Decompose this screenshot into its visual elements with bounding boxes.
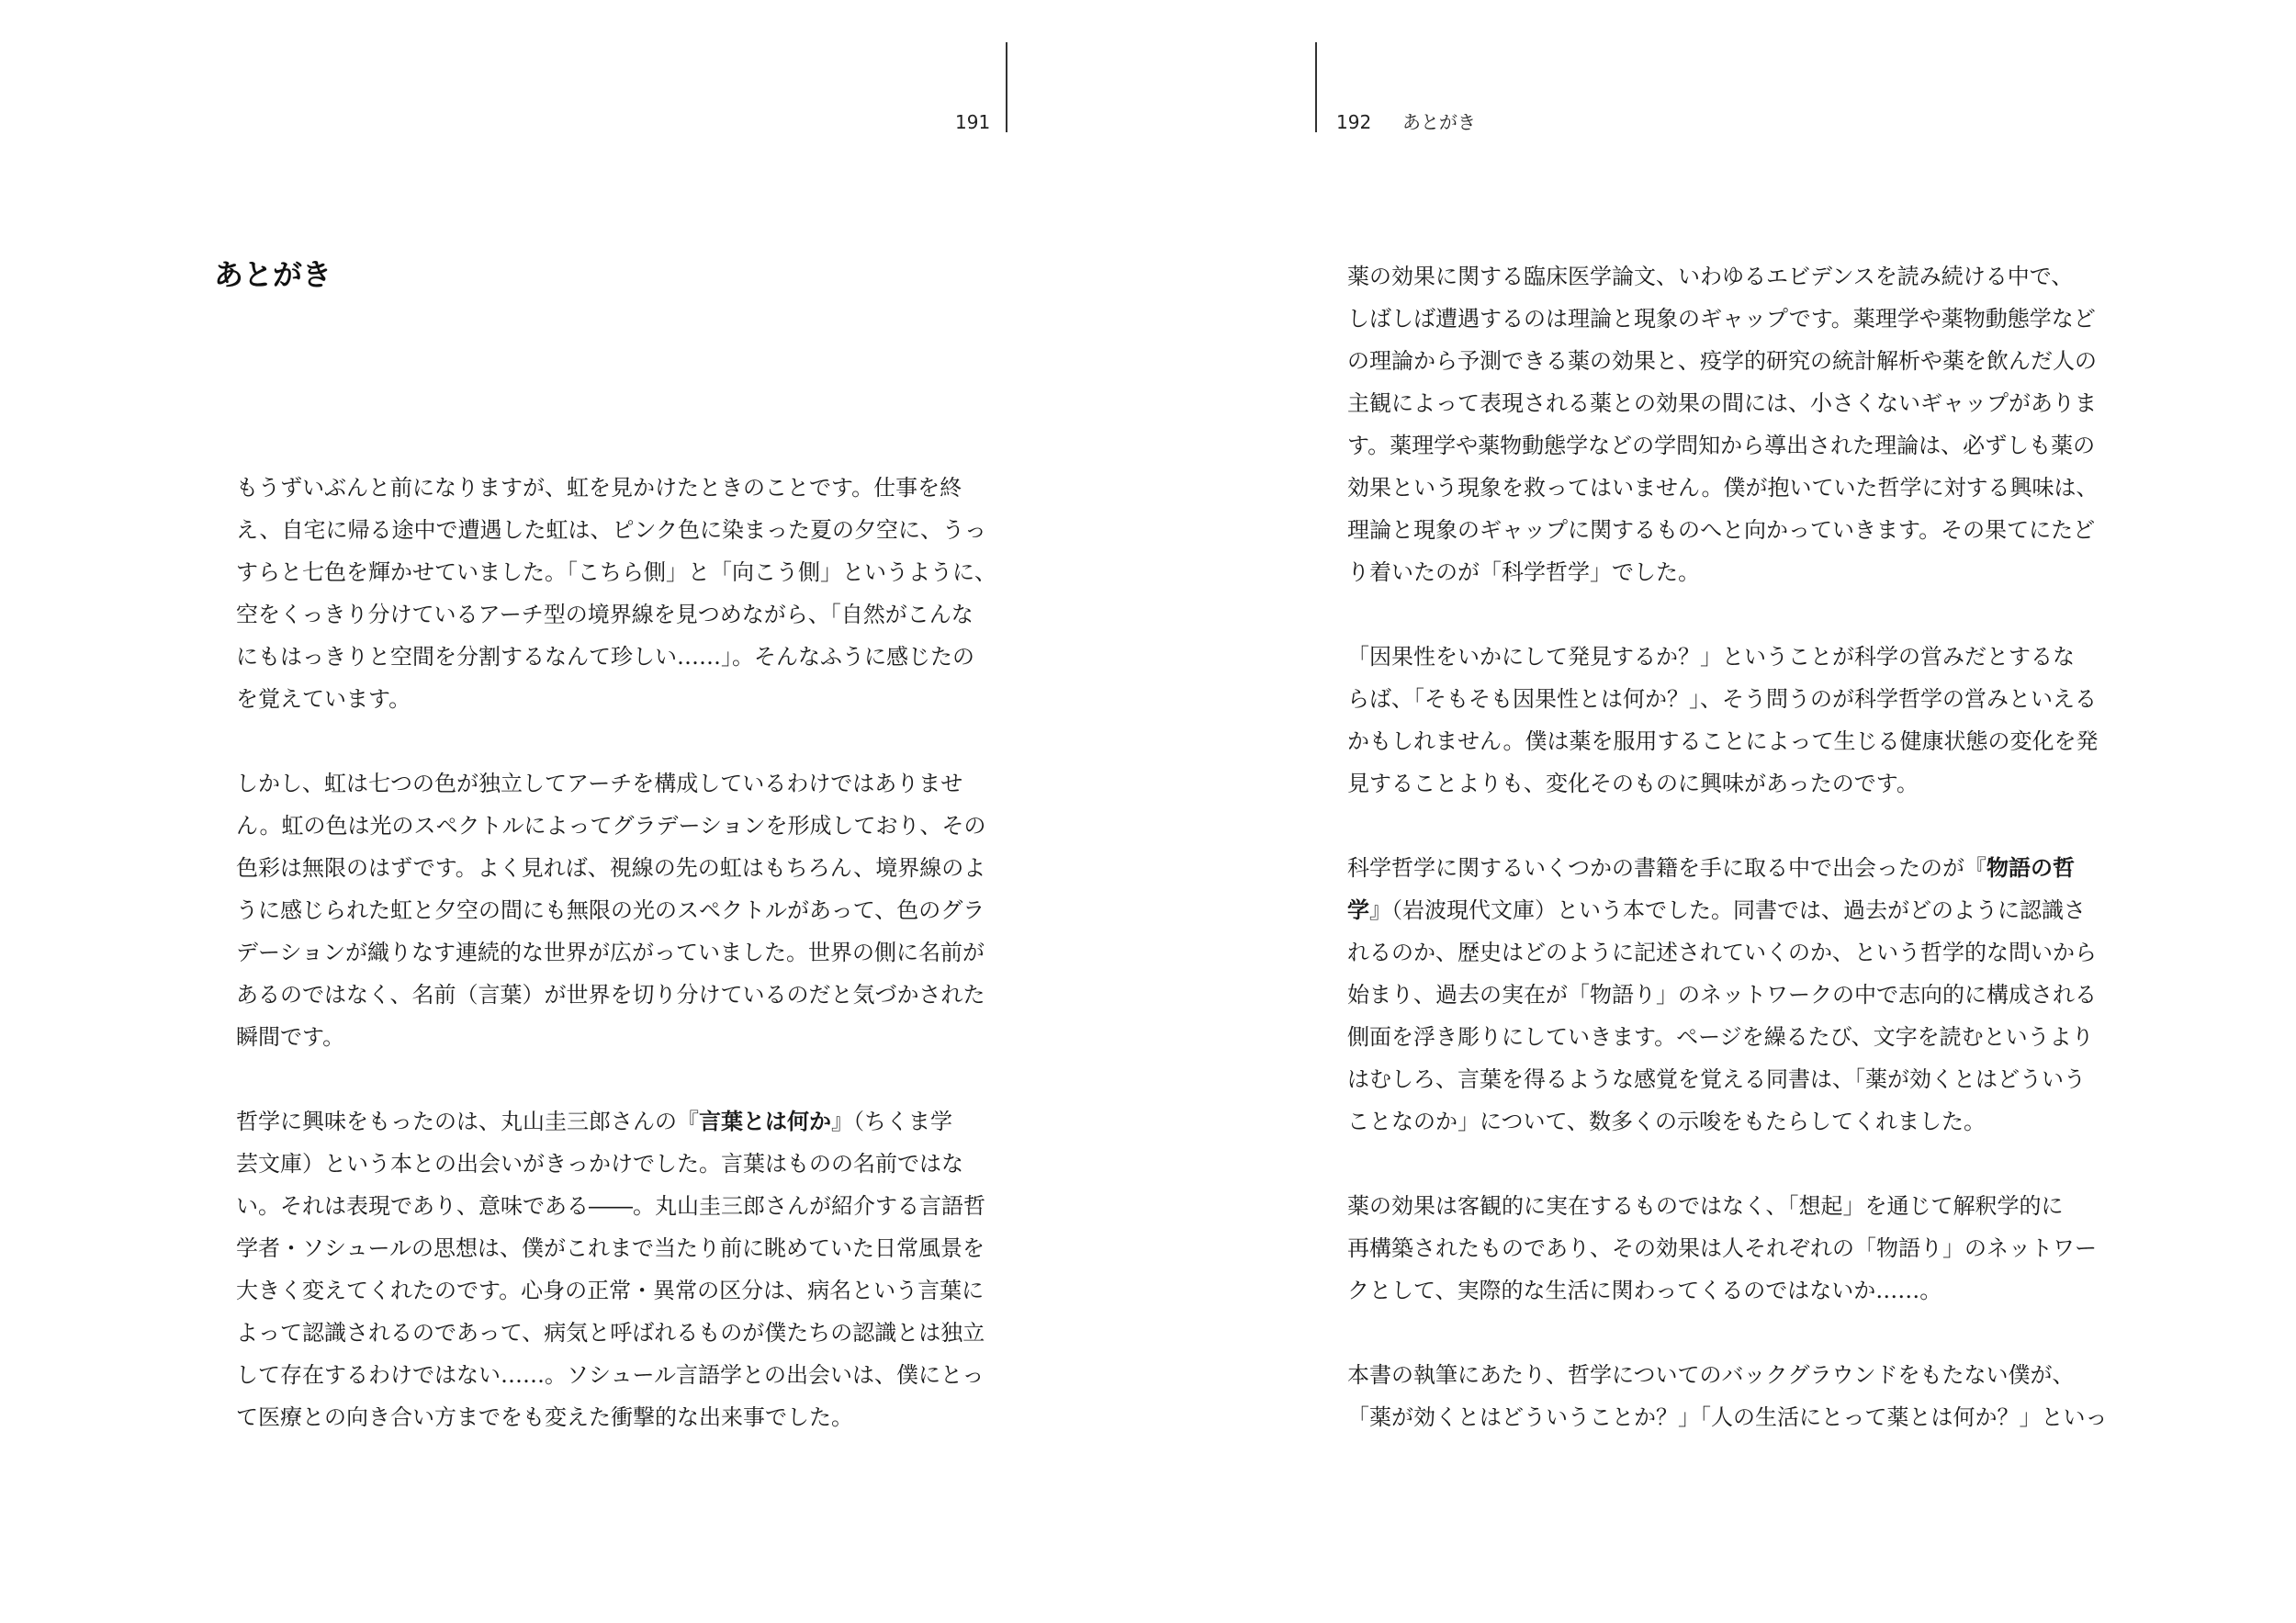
book-title: 物語の哲 xyxy=(1986,855,2075,881)
text-line: 本書の執筆にあたり、哲学についてのバックグラウンドをもたない僕が、 xyxy=(1347,1362,2075,1388)
paragraph-narrative xyxy=(1325,847,2117,1143)
text-line: 「薬が効くとはどういうことか？」「人の生活にとって薬とは何か？」といっ xyxy=(1347,1404,2108,1430)
text-line: よって認識されるのであって、病気と呼ばれるものが僕たちの認識とは独立 xyxy=(236,1320,985,1346)
text-line: ん。虹の色は光のスペクトルによってグラデーションを形成しており、その xyxy=(236,813,986,839)
text-line: え、自宅に帰る途中で遭遇した虹は、ピンク色に染まった夏の夕空に、うっ xyxy=(236,517,986,543)
text-line: の理論から予測できる薬の効果と、疫学的研究の統計解析や薬を飲んだ人の xyxy=(1347,348,2097,374)
text-line: り着いたのが「科学哲学」でした。 xyxy=(1347,559,1700,585)
paragraph-causality xyxy=(1325,636,2117,805)
text-line: 芸文庫）という本との出会いがきっかけでした。言葉はものの名前ではな xyxy=(236,1151,963,1177)
text-line: 薬の効果は客観的に実在するものではなく、「想起」を通じて解釈学的に xyxy=(1347,1193,2064,1219)
text-line: もうずいぶんと前になりますが、虹を見かけたときのことです。仕事を終 xyxy=(236,475,962,501)
text-fragment: 』（ちくま学 xyxy=(831,1109,952,1134)
text-line: しかし、虹は七つの色が独立してアーチを構成しているわけではありませ xyxy=(236,771,963,796)
text-line: 効果という現象を救ってはいません。僕が抱いていた哲学に対する興味は、 xyxy=(1347,475,2099,501)
text-line: 「因果性をいかにして発見するか？」ということが科学の営みだとするな xyxy=(1347,644,2075,670)
text-fragment: 』（岩波現代文庫）という本でした。同書では、過去がどのように認識さ xyxy=(1369,897,2086,923)
text-line: 側面を浮き彫りにしていきます。ページを繰るたび、文字を読むというより xyxy=(1347,1024,2094,1050)
text-line: 理論と現象のギャップに関するものへと向かっていきます。その果てにたど xyxy=(1347,517,2096,543)
paragraph-recollection xyxy=(1325,1185,2117,1312)
paragraph-writing xyxy=(1325,1354,2117,1438)
text-line: 色彩は無限のはずです。よく見れば、視線の先の虹はもちろん、境界線のよ xyxy=(236,855,986,881)
text-line: すらと七色を輝かせていました。「こちら側」と「向こう側」というように、 xyxy=(236,559,996,585)
paragraph-rainbow xyxy=(214,467,1006,720)
text-line: 再構築されたものであり、その効果は人それぞれの「物語り」のネットワー xyxy=(1347,1235,2097,1261)
text-line: デーションが織りなす連続的な世界が広がっていました。世界の側に名前が xyxy=(236,940,985,965)
right-page-body xyxy=(1325,255,2117,1438)
text-line: 空をくっきり分けているアーチ型の境界線を見つめながら、「自然がこんな xyxy=(236,602,974,627)
text-line: 始まり、過去の実在が「物語り」のネットワークの中で志向的に構成される xyxy=(1347,982,2097,1008)
paragraph-saussure xyxy=(214,1100,1006,1438)
text-line: 学者・ソシュールの思想は、僕がこれまで当たり前に眺めていた日常風景を xyxy=(236,1235,985,1261)
text-line: うに感じられた虹と夕空の間にも無限の光のスペクトルがあって、色のグラ xyxy=(236,897,985,923)
right-header-rule xyxy=(1315,42,1317,132)
text-line: らば、「そもそも因果性とは何か？」、そう問うのが科学哲学の営みといえる xyxy=(1347,686,2097,712)
text-line: れるのか、歴史はどのように記述されていくのか、という哲学的な問いから xyxy=(1347,940,2097,965)
text-line: て医療との向き合い方までをも変えた衝撃的な出来事でした。 xyxy=(236,1404,853,1430)
text-line: 薬の効果に関する臨床医学論文、いわゆるエビデンスを読み続ける中で、 xyxy=(1347,264,2074,289)
text-line: して存在するわけではない……。ソシュール言語学との出会いは、僕にとっ xyxy=(236,1362,985,1388)
text-line: はむしろ、言葉を得るような感覚を覚える同書は、「薬が効くとはどういう xyxy=(1347,1066,2086,1092)
text-line: 見することよりも、変化そのものに興味があったのです。 xyxy=(1347,771,1919,796)
text-line: 大きく変えてくれたのです。心身の正常・異常の区分は、病名という言葉に xyxy=(236,1278,985,1303)
book-title: 言葉とは何か xyxy=(699,1109,831,1134)
left-header-rule xyxy=(1006,42,1007,132)
page-number-right: 192 xyxy=(1336,111,1372,133)
running-head: あとがき xyxy=(1402,111,1476,133)
page-number-left: 191 xyxy=(955,111,991,133)
text-line: い。それは表現であり、意味である――。丸山圭三郎さんが紹介する言語哲 xyxy=(236,1193,985,1219)
text-line xyxy=(1325,889,2117,931)
left-page-body xyxy=(214,467,1006,1438)
text-line: ことなのか」について、数多くの示唆をもたらしてくれました。 xyxy=(1347,1109,1986,1134)
text-line: あるのではなく、名前（言葉）が世界を切り分けているのだと気づかされた xyxy=(236,982,985,1008)
text-line xyxy=(214,1100,1006,1143)
text-line: 瞬間です。 xyxy=(236,1024,345,1050)
paragraph-evidence xyxy=(1325,255,2117,593)
text-line xyxy=(1325,847,2117,889)
book-title: 学 xyxy=(1347,897,1369,923)
text-fragment: 哲学に興味をもったのは、丸山圭三郎さんの『 xyxy=(236,1109,699,1134)
text-line: 主観によって表現される薬との効果の間には、小さくないギャップがありま xyxy=(1347,390,2097,416)
text-line: にもはっきりと空間を分割するなんて珍しい……」。そんなふうに感じたの xyxy=(236,644,974,670)
paragraph-spectrum xyxy=(214,762,1006,1058)
text-line: かもしれません。僕は薬を服用することによって生じる健康状態の変化を発 xyxy=(1347,728,2099,754)
text-line: す。薬理学や薬物動態学などの学問知から導出された理論は、必ずしも薬の xyxy=(1347,433,2096,458)
text-line: クとして、実際的な生活に関わってくるのではないか……。 xyxy=(1347,1278,1942,1303)
text-line: を覚えています。 xyxy=(236,686,411,712)
page-title: あとがき xyxy=(214,257,332,292)
text-line: しばしば遭遇するのは理論と現象のギャップです。薬理学や薬物動態学など xyxy=(1347,306,2096,332)
text-fragment: 科学哲学に関するいくつかの書籍を手に取る中で出会ったのが『 xyxy=(1347,855,1986,881)
